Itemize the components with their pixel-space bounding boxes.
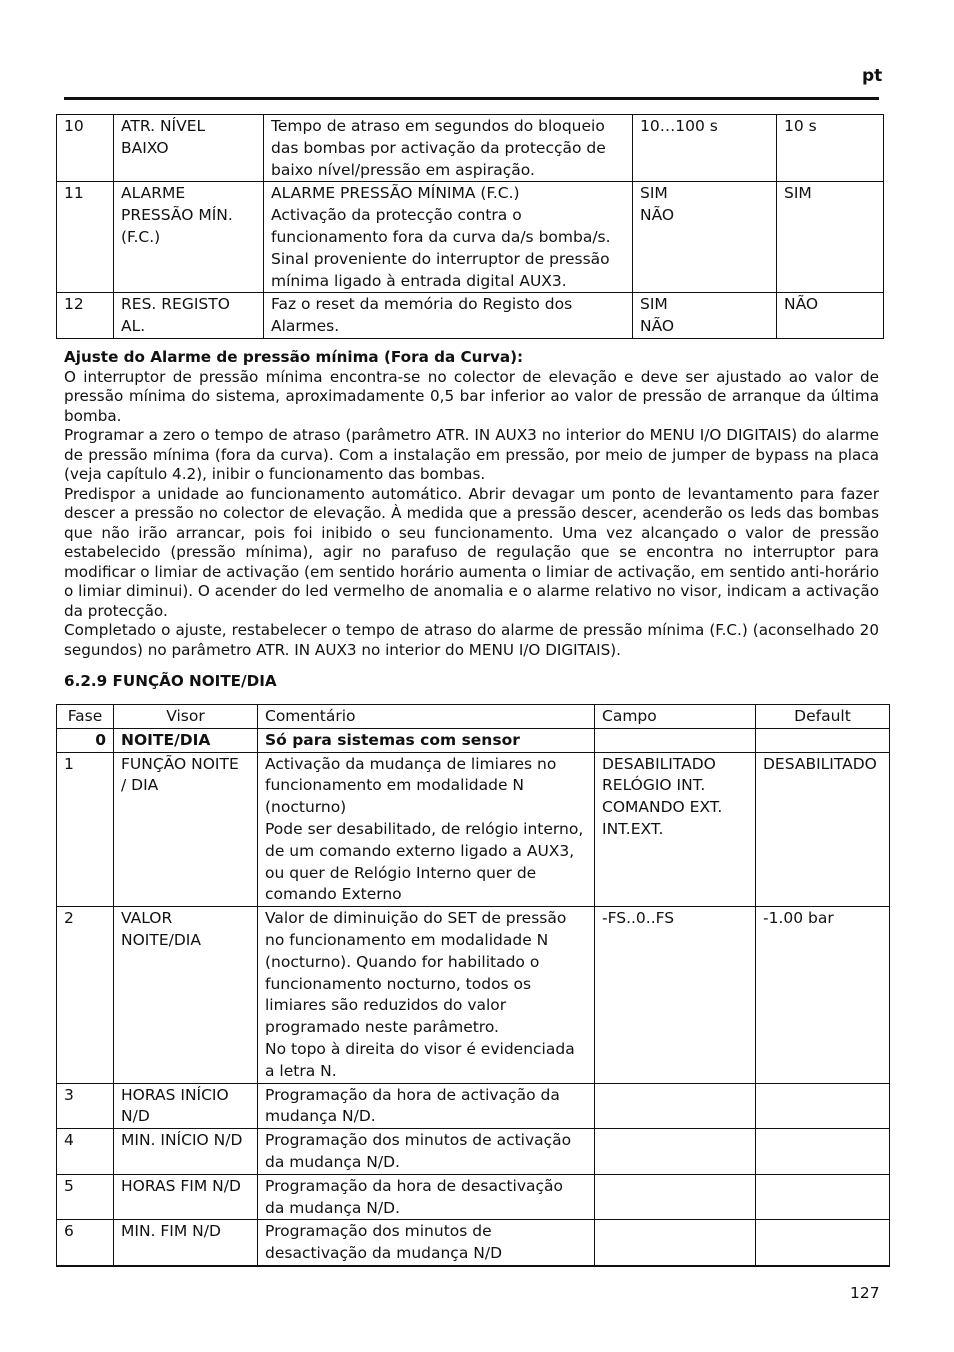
- param-visor: RES. REGISTO AL.: [114, 293, 264, 339]
- paragraph: Programar a zero o tempo de atraso (parâmetro ATR. IN AUX3 no interior do MENU I/O DIGITAIS) do alarme de pressão mínima (fora da curva). Com a instalação em pressão, por meio de jumper de bypass na placa (veja capítulo 4.2), inibir o funcionamento das bombas.: [64, 426, 879, 483]
- table-row: [57, 115, 884, 182]
- row-comment: Programação da hora de desactivação da mudança N/D.: [258, 1174, 595, 1220]
- row-comment: Só para sistemas com sensor: [258, 728, 595, 752]
- row-default: [756, 1174, 890, 1220]
- param-default: NÃO: [777, 293, 884, 339]
- paragraph: Completado o ajuste, restabelecer o tempo de atraso do alarme de pressão mínima (F.C.) (aconselhado 20 segundos) no parâmetro ATR. IN AUX3 no interior do MENU I/O DIGITAIS).: [64, 621, 879, 659]
- table-row: [57, 182, 884, 293]
- row-visor: VALOR NOITE/DIA: [114, 907, 258, 1083]
- row-field: [595, 1174, 756, 1220]
- param-field: 10…100 s: [633, 115, 777, 182]
- row-visor: NOITE/DIA: [114, 728, 258, 752]
- row-default: DESABILITADO: [756, 752, 890, 907]
- setup-heading: Ajuste do Alarme de pressão mínima (Fora da Curva):: [64, 348, 524, 366]
- row-field: DESABILITADO RELÓGIO INT. COMANDO EXT. INT.EXT.: [595, 752, 756, 907]
- row-visor: MIN. INÍCIO N/D: [114, 1129, 258, 1175]
- night-day-table: [56, 704, 890, 1267]
- header-fase: Fase: [57, 705, 114, 729]
- row-fase: 3: [57, 1083, 114, 1129]
- table-row: [57, 293, 884, 339]
- param-comment: Faz o reset da memória do Registo dos Alarmes.: [264, 293, 633, 339]
- table-row: [57, 728, 890, 752]
- row-field: [595, 1220, 756, 1266]
- section-title: 6.2.9 FUNÇÃO NOITE/DIA: [64, 672, 277, 690]
- row-comment: Programação dos minutos de activação da mudança N/D.: [258, 1129, 595, 1175]
- param-visor: ALARME PRESSÃO MÍN. (F.C.): [114, 182, 264, 293]
- row-fase: 1: [57, 752, 114, 907]
- header-default: Default: [756, 705, 890, 729]
- row-fase: 0: [57, 728, 114, 752]
- row-default: [756, 1083, 890, 1129]
- table-row: [57, 1129, 890, 1175]
- row-comment: Valor de diminuição do SET de pressão no funcionamento em modalidade N (nocturno). Quando for habilitado o funcionamento nocturno, todos os limiares são reduzidos do valor programado neste parâmetro. No topo à direita do visor é evidenciada a letra N.: [258, 907, 595, 1083]
- row-fase: 5: [57, 1174, 114, 1220]
- row-comment: Programação da hora de activação da mudança N/D.: [258, 1083, 595, 1129]
- language-label: pt: [862, 66, 883, 86]
- param-number: 12: [57, 293, 114, 339]
- row-default: [756, 1220, 890, 1266]
- param-comment: ALARME PRESSÃO MÍNIMA (F.C.) Activação da protecção contra o funcionamento fora da curva da/s bomba/s. Sinal proveniente do interruptor de pressão mínima ligado à entrada digital AUX3.: [264, 182, 633, 293]
- row-field: [595, 728, 756, 752]
- row-fase: 4: [57, 1129, 114, 1175]
- param-default: 10 s: [777, 115, 884, 182]
- row-visor: FUNÇÃO NOITE / DIA: [114, 752, 258, 907]
- row-fase: 2: [57, 907, 114, 1083]
- parameters-table: [56, 114, 884, 339]
- row-field: [595, 1129, 756, 1175]
- param-field: SIM NÃO: [633, 182, 777, 293]
- row-default: [756, 728, 890, 752]
- table-row: [57, 1220, 890, 1266]
- header-rule: [64, 97, 879, 100]
- param-field: SIM NÃO: [633, 293, 777, 339]
- param-comment: Tempo de atraso em segundos do bloqueio das bombas por activação da protecção de baixo nível/pressão em aspiração.: [264, 115, 633, 182]
- table-row: [57, 1174, 890, 1220]
- row-field: -FS..0..FS: [595, 907, 756, 1083]
- table-row: [57, 907, 890, 1083]
- setup-section: [64, 348, 879, 660]
- row-visor: HORAS FIM N/D: [114, 1174, 258, 1220]
- row-visor: HORAS INÍCIO N/D: [114, 1083, 258, 1129]
- table-row: [57, 752, 890, 907]
- table-header-row: [57, 705, 890, 729]
- page-number: 127: [850, 1284, 880, 1302]
- row-field: [595, 1083, 756, 1129]
- header-visor: Visor: [114, 705, 258, 729]
- header-field: Campo: [595, 705, 756, 729]
- paragraph: Predispor a unidade ao funcionamento automático. Abrir devagar um ponto de levantamento para fazer descer a pressão no colector de elevação. À medida que a pressão descer, acenderão os leds das bombas que não irão arrancar, pois foi inibido o seu funcionamento. Uma vez alcançado o valor de pressão estabelecido (pressão mínima), agir no parafuso de regulação que se encontra no interruptor para modificar o limiar de activação (em sentido horário aumenta o limiar de activação, em sentido anti-horário o limiar diminui). O acender do led vermelho de anomalia e o alarme relativo no visor, indicam a activação da protecção.: [64, 484, 879, 620]
- row-fase: 6: [57, 1220, 114, 1266]
- param-number: 11: [57, 182, 114, 293]
- row-default: -1.00 bar: [756, 907, 890, 1083]
- paragraph: O interruptor de pressão mínima encontra-se no colector de elevação e deve ser ajustado ao valor de pressão mínima do sistema, aproximadamente 0,5 bar inferior ao valor de pressão de arranque da última bomba.: [64, 367, 879, 425]
- param-visor: ATR. NÍVEL BAIXO: [114, 115, 264, 182]
- row-comment: Activação da mudança de limiares no funcionamento em modalidade N (nocturno) Pode ser desabilitado, de relógio interno, de um comando externo ligado a AUX3, ou quer de Relógio Interno quer de comando Externo: [258, 752, 595, 907]
- param-number: 10: [57, 115, 114, 182]
- row-visor: MIN. FIM N/D: [114, 1220, 258, 1266]
- header-comment: Comentário: [258, 705, 595, 729]
- row-comment: Programação dos minutos de desactivação da mudança N/D: [258, 1220, 595, 1266]
- row-default: [756, 1129, 890, 1175]
- table-row: [57, 1083, 890, 1129]
- param-default: SIM: [777, 182, 884, 293]
